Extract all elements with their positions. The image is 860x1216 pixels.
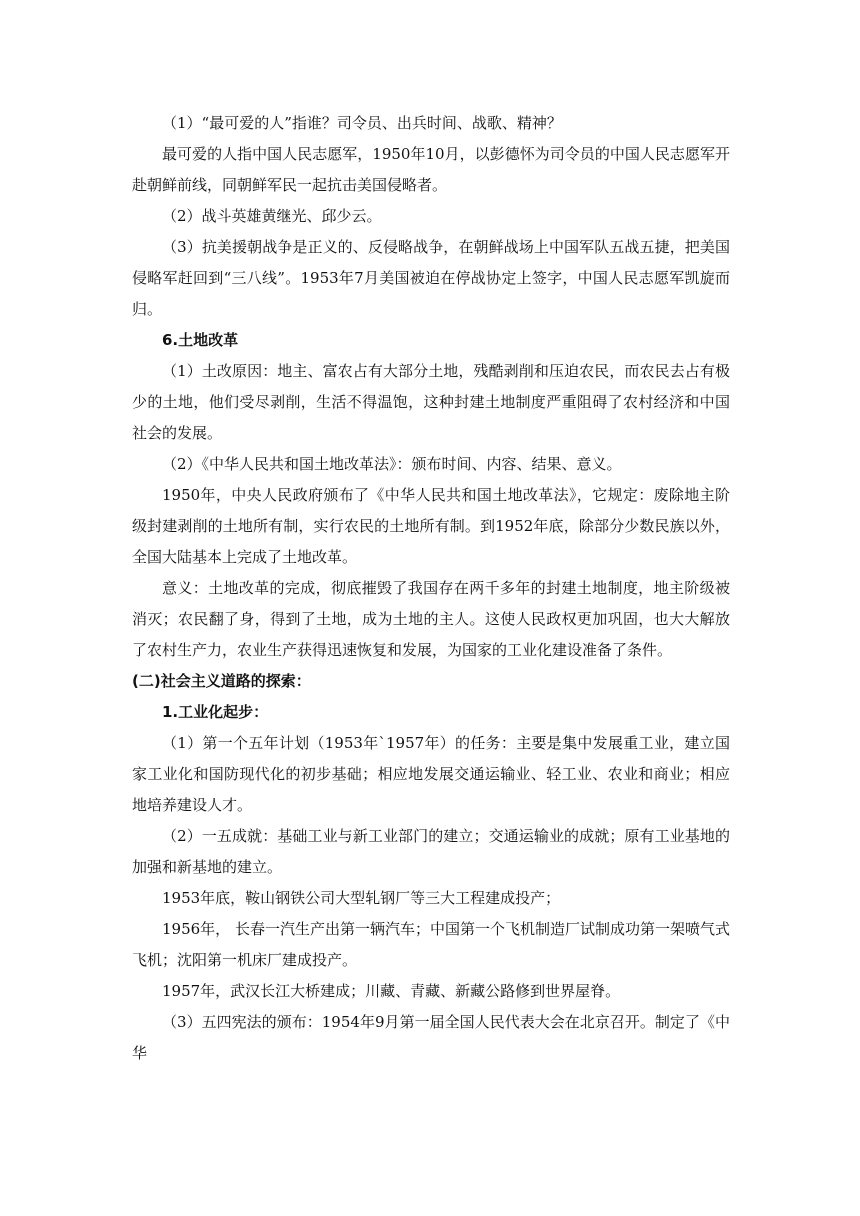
paragraph-constitution: （3）五四宪法的颁布：1954年9月第一届全国人民代表大会在北京召开。制定了《中华 bbox=[132, 1013, 730, 1062]
paragraph-land-reform-law: （2）《中华人民共和国土地改革法》：颁布时间、内容、结果、意义。 bbox=[162, 455, 622, 473]
paragraph-heroes: （2）战斗英雄黄继光、邱少云。 bbox=[162, 207, 382, 225]
paragraph-land-reform-1950: 1950年，中央人民政府颁布了《中华人民共和国土地改革法》，它规定：废除地主阶级封建剥削的土地所有制，实行农民的土地所有制。到1952年底，除部分少数民族以外，全国大陆基本上完成了土地改革。 bbox=[132, 486, 730, 566]
section-heading-land-reform: 6.土地改革 bbox=[162, 331, 239, 349]
paragraph-volunteer-army: 最可爱的人指中国人民志愿军，1950年10月，以彭德怀为司令员的中国人民志愿军开赴朝鲜前线，同朝鲜军民一起抗击美国侵略者。 bbox=[132, 145, 730, 194]
paragraph-war-result: （3）抗美援朝战争是正义的、反侵略战争，在朝鲜战场上中国军队五战五捷，把美国侵略军赶回到“三八线”。1953年7月美国被迫在停战协定上签字，中国人民志愿军凯旋而归。 bbox=[132, 238, 730, 318]
paragraph-q1-question: （1）“最可爱的人”指谁？司令员、出兵时间、战歌、精神？ bbox=[162, 114, 562, 132]
document-body bbox=[132, 108, 730, 1069]
paragraph-land-reform-significance: 意义：土地改革的完成，彻底摧毁了我国存在两千多年的封建土地制度，地主阶级被消灭；农民翻了身，得到了土地，成为土地的主人。这使人民政权更加巩固，也大大解放了农村生产力，农业生产获得迅速恢复和发展，为国家的工业化建设准备了条件。 bbox=[132, 579, 730, 659]
paragraph-five-year-plan: （1）第一个五年计划（1953年`1957年）的任务：主要是集中发展重工业，建立国家工业化和国防现代化的初步基础；相应地发展交通运输业、轻工业、农业和商业；相应地培养建设人才。 bbox=[132, 734, 730, 814]
section-heading-socialist-road: (二)社会主义道路的探索： bbox=[132, 672, 311, 690]
paragraph-1957: 1957年，武汉长江大桥建成；川藏、青藏、新藏公路修到世界屋脊。 bbox=[162, 982, 621, 1000]
paragraph-1953: 1953年底，鞍山钢铁公司大型轧钢厂等三大工程建成投产； bbox=[162, 889, 561, 907]
section-heading-industrialization: 1.工业化起步： bbox=[162, 703, 269, 721]
paragraph-land-reform-cause: （1）土改原因：地主、富农占有大部分土地，残酷剥削和压迫农民，而农民去占有极少的土地，他们受尽剥削，生活不得温饱，这种封建土地制度严重阻碍了农村经济和中国社会的发展。 bbox=[132, 362, 730, 442]
paragraph-1956: 1956年， 长春一汽生产出第一辆汽车；中国第一个飞机制造厂试制成功第一架喷气式飞机；沈阳第一机床厂建成投产。 bbox=[132, 920, 730, 969]
paragraph-achievements: （2）一五成就：基础工业与新工业部门的建立；交通运输业的成就；原有工业基地的加强和新基地的建立。 bbox=[132, 827, 730, 876]
